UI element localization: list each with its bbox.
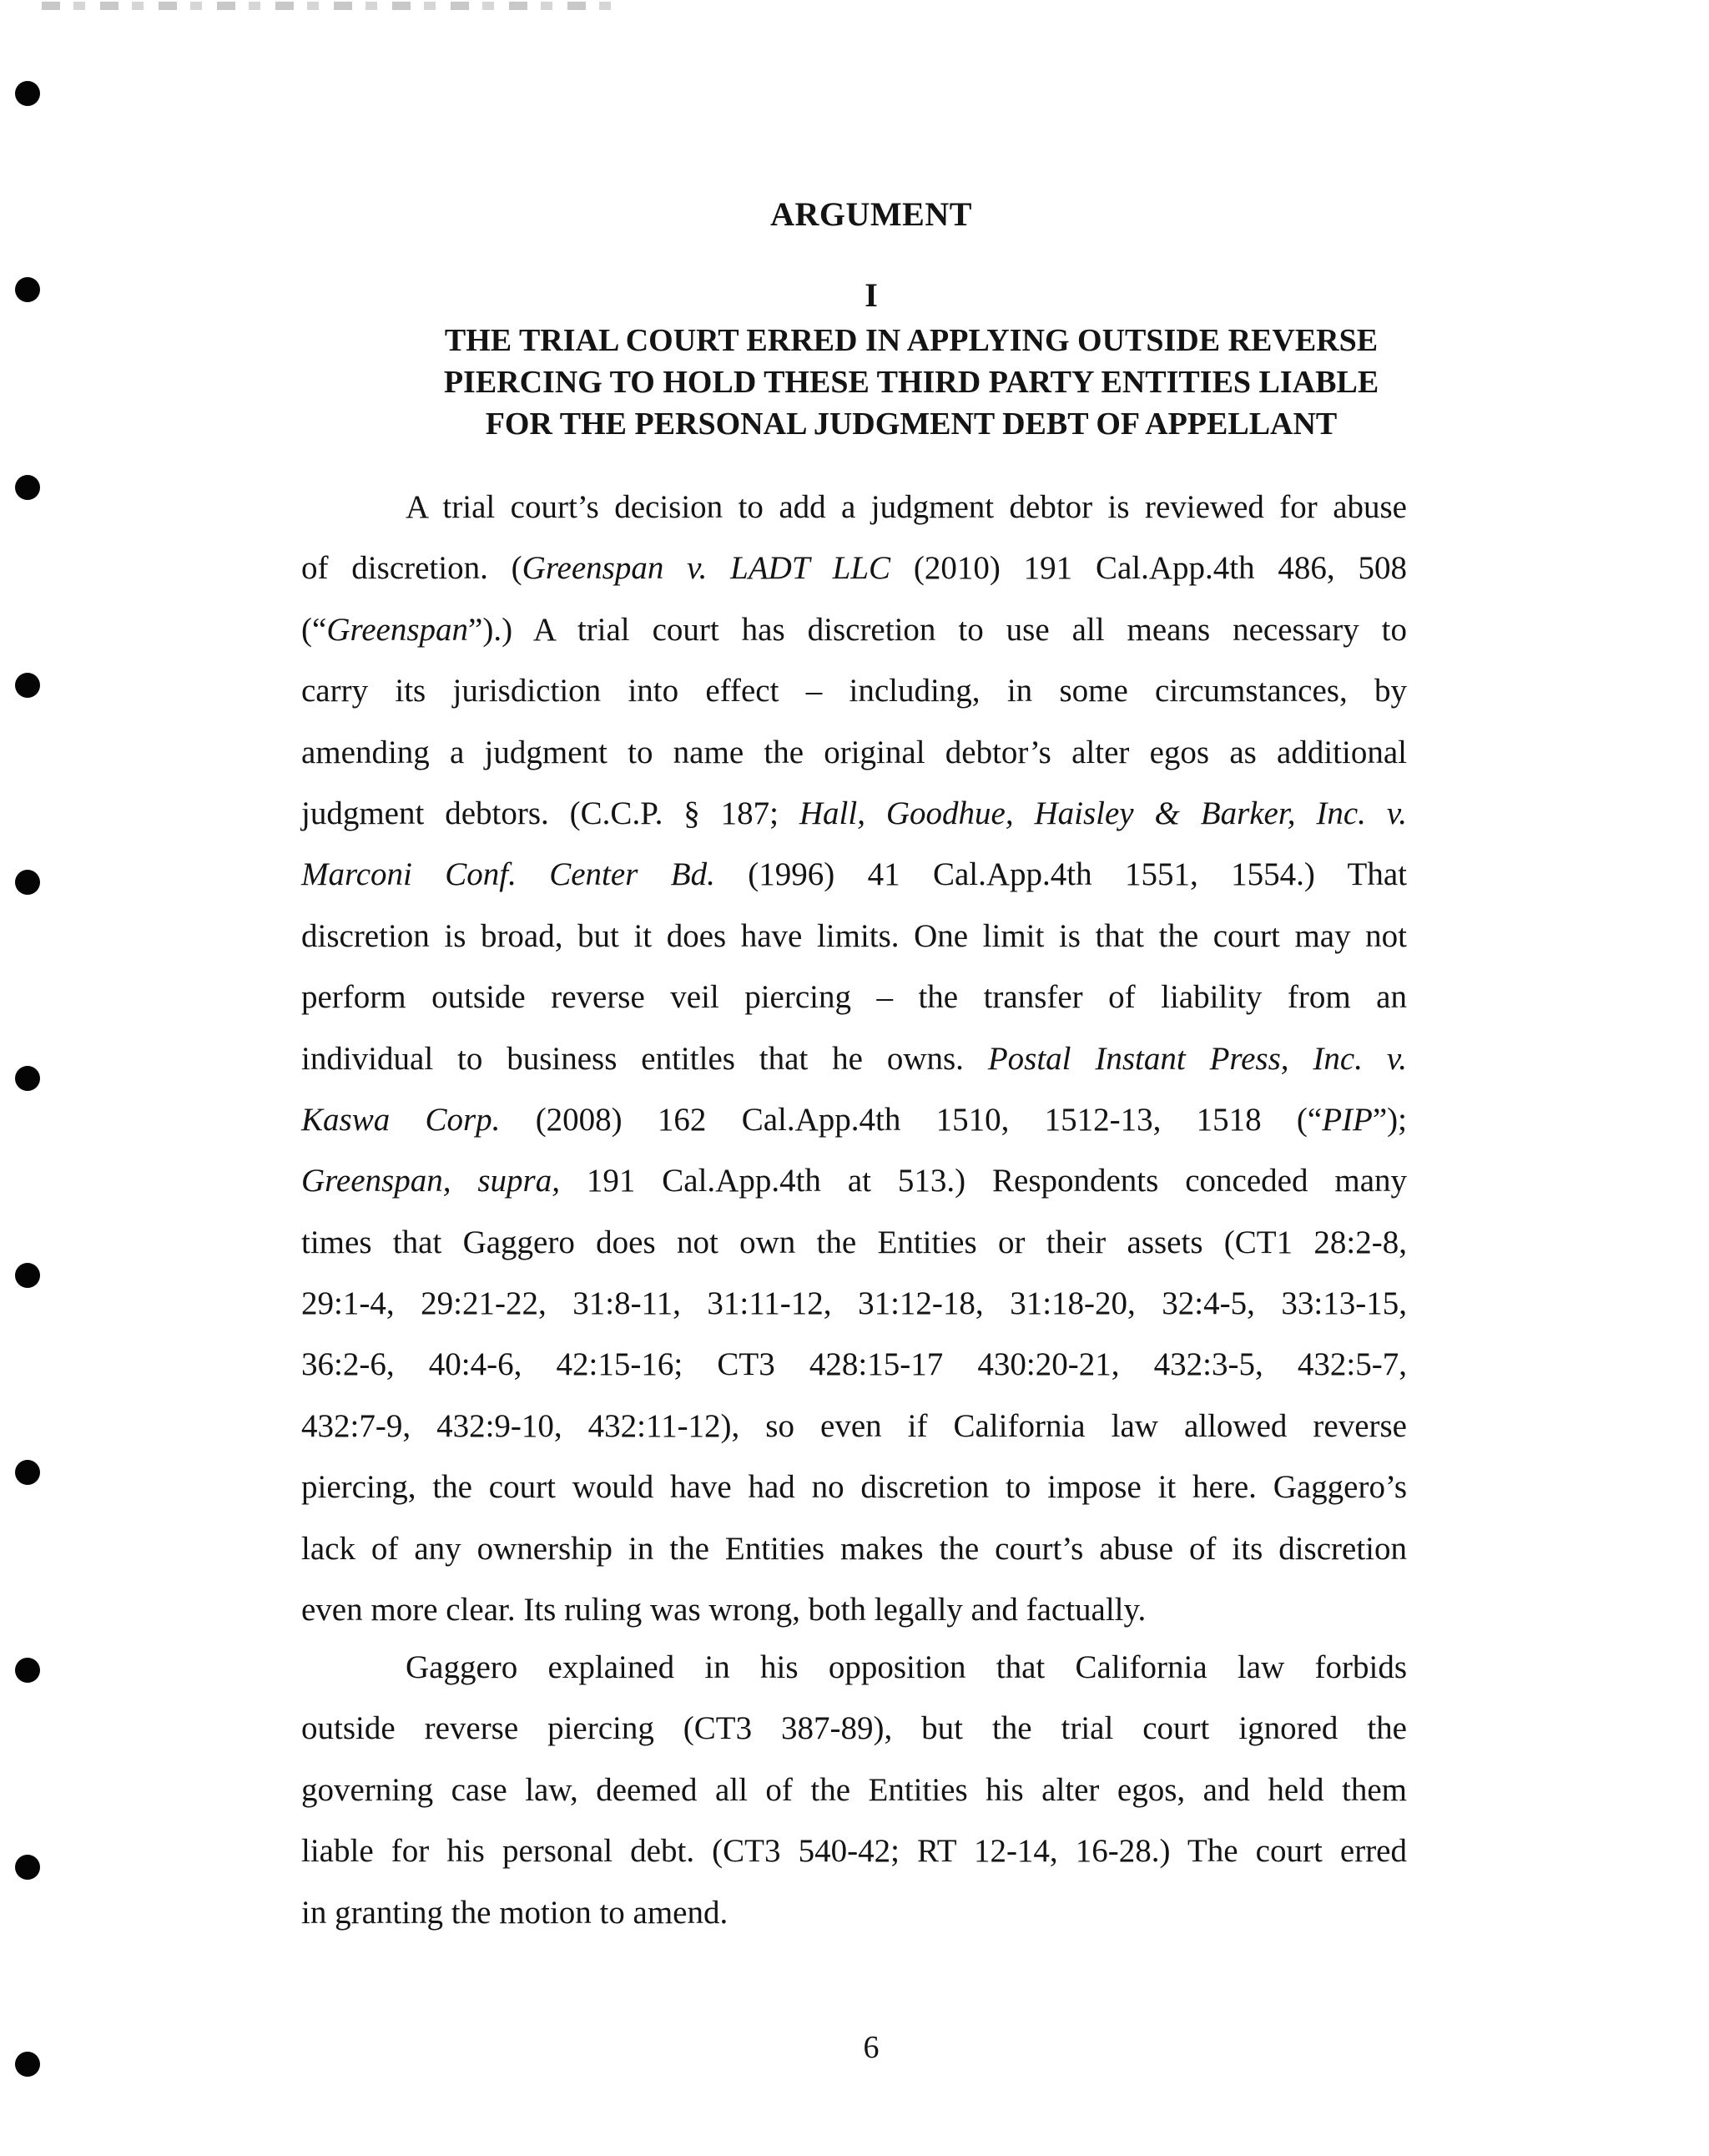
text-line: carry its jurisdiction into effect – including, in some circumstances, by: [301, 673, 1407, 709]
text-line: A trial court’s decision to add a judgment debtor is reviewed for abuse: [406, 489, 1407, 525]
text-line: Kaswa Corp. (2008) 162 Cal.App.4th 1510, 1512-13, 1518 (“PIP”);: [301, 1101, 1407, 1138]
binder-hole: [15, 1658, 40, 1683]
body-paragraph: [301, 1637, 1407, 1943]
text-line: lack of any ownership in the Entities makes the court’s abuse of its discretion: [301, 1530, 1407, 1567]
binder-hole: [15, 81, 40, 106]
case-citation: Greenspan v. LADT LLC: [522, 550, 891, 587]
binder-hole: [15, 673, 40, 698]
text-line: liable for his personal debt. (CT3 540-42; RT 12-14, 16-28.) The court erred: [301, 1833, 1407, 1870]
case-citation: Marconi Conf. Center Bd.: [301, 856, 715, 893]
page-number: 6: [863, 2030, 880, 2065]
binder-hole: [15, 870, 40, 895]
scan-artifact: [42, 2, 626, 10]
section-title-line: THE TRIAL COURT ERRED IN APPLYING OUTSIDE REVERSE: [444, 323, 1379, 358]
text-line: amending a judgment to name the original debtor’s alter egos as additional: [301, 734, 1407, 770]
binder-hole: [15, 1460, 40, 1485]
binder-hole: [15, 1263, 40, 1288]
text-line: perform outside reverse veil piercing – the transfer of liability from an: [301, 979, 1407, 1016]
binder-hole: [15, 1855, 40, 1880]
binder-hole: [15, 1066, 40, 1091]
text-line: 432:7-9, 432:9-10, 432:11-12), so even if California law allowed reverse: [301, 1407, 1407, 1444]
section-title-line: PIERCING TO HOLD THESE THIRD PARTY ENTITIES LIABLE: [443, 365, 1379, 400]
text-line: of discretion. (Greenspan v. LADT LLC (2010) 191 Cal.App.4th 486, 508: [301, 550, 1407, 587]
body-paragraph: [301, 477, 1407, 1640]
case-citation: Greenspan: [326, 611, 469, 648]
text-line: Gaggero explained in his opposition that California law forbids: [406, 1649, 1407, 1685]
text-line: 36:2-6, 40:4-6, 42:15-16; CT3 428:15-17 430:20-21, 432:3-5, 432:5-7,: [301, 1346, 1407, 1383]
section-title: [57, 320, 1709, 445]
text-line: individual to business entitles that he owns. Postal Instant Press, Inc. v.: [301, 1040, 1407, 1077]
text-line: governing case law, deemed all of the Entities his alter egos, and held them: [301, 1771, 1407, 1808]
text-line: piercing, the court would have had no discretion to impose it here. Gaggero’s: [301, 1469, 1407, 1506]
case-citation: Hall, Goodhue, Haisley & Barker, Inc. v.: [799, 795, 1407, 831]
case-citation: Postal Instant Press, Inc. v.: [987, 1040, 1407, 1077]
case-citation: PIP: [1322, 1101, 1373, 1138]
argument-heading: ARGUMENT: [770, 195, 972, 233]
text-line: 29:1-4, 29:21-22, 31:8-11, 31:11-12, 31:12-18, 31:18-20, 32:4-5, 33:13-15,: [301, 1285, 1407, 1322]
text-line: outside reverse piercing (CT3 387-89), but the trial court ignored the: [301, 1710, 1407, 1747]
case-citation: Kaswa Corp.: [301, 1101, 501, 1138]
binder-hole: [15, 475, 40, 500]
text-line: Marconi Conf. Center Bd. (1996) 41 Cal.App.4th 1551, 1554.) That: [301, 856, 1407, 893]
section-title-line: FOR THE PERSONAL JUDGMENT DEBT OF APPELLANT: [485, 406, 1338, 442]
text-line: discretion is broad, but it does have limits. One limit is that the court may not: [301, 917, 1407, 954]
text-line: Greenspan, supra, 191 Cal.App.4th at 513.) Respondents conceded many: [301, 1163, 1408, 1199]
text-line: times that Gaggero does not own the Entities or their assets (CT1 28:2-8,: [301, 1224, 1407, 1260]
text-line: in granting the motion to amend.: [301, 1894, 728, 1931]
section-numeral: I: [865, 276, 878, 314]
text-line: judgment debtors. (C.C.P. § 187; Hall, Goodhue, Haisley & Barker, Inc. v.: [301, 795, 1407, 831]
text-line: (“Greenspan”).) A trial court has discretion to use all means necessary to: [301, 611, 1407, 648]
text-line: even more clear. Its ruling was wrong, both legally and factually.: [301, 1592, 1147, 1628]
case-citation: Greenspan, supra,: [301, 1163, 560, 1199]
